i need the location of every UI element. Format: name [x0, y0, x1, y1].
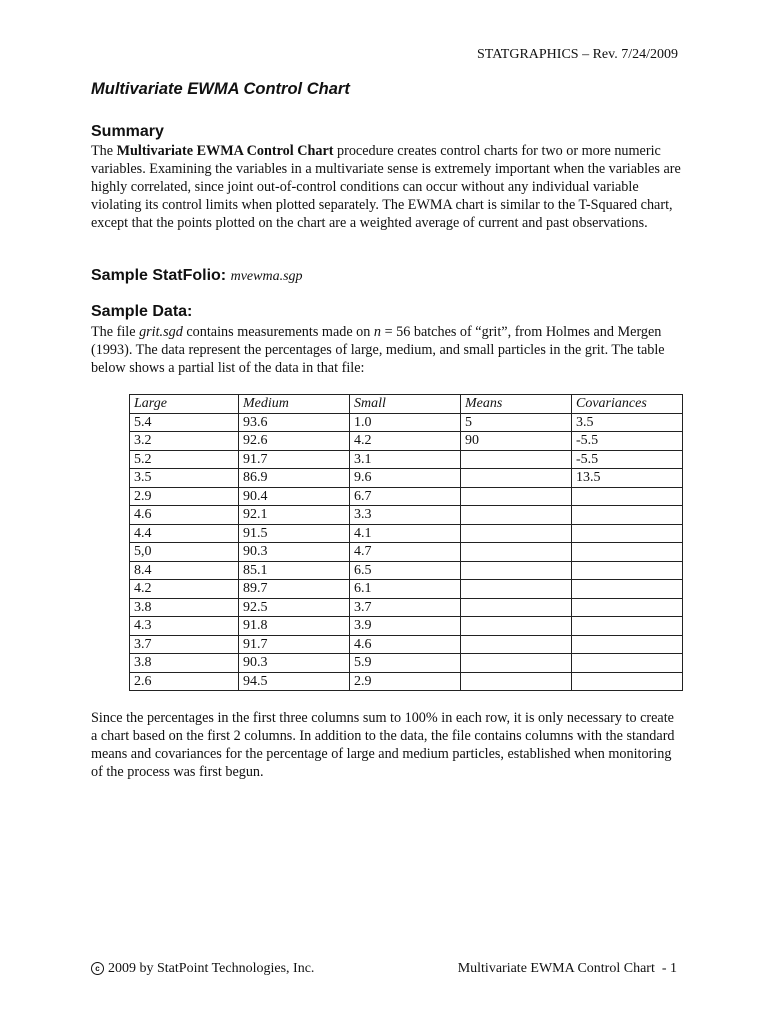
table-cell [461, 524, 572, 543]
table-row [130, 654, 683, 673]
table-cell [461, 450, 572, 469]
table-cell: 8.4 [130, 561, 239, 580]
table-cell [572, 654, 683, 673]
table-cell: 91.5 [239, 524, 350, 543]
table-cell [461, 672, 572, 691]
table-row [130, 635, 683, 654]
table-cell: 4.4 [130, 524, 239, 543]
table-row [130, 543, 683, 562]
table-cell: 3.9 [350, 617, 461, 636]
table-cell: 3.8 [130, 598, 239, 617]
data-filename: grit.sgd [139, 324, 183, 340]
footer-page-label: Multivariate EWMA Control Chart - 1 [457, 961, 677, 976]
table-cell [461, 598, 572, 617]
table-cell: 3.5 [572, 413, 683, 432]
sample-size-symbol: n [373, 324, 382, 340]
table-cell: 3.5 [130, 469, 239, 488]
table-row [130, 450, 683, 469]
table-cell: 85.1 [239, 561, 350, 580]
table-cell: 9.6 [350, 469, 461, 488]
column-header-medium: Medium [239, 395, 350, 414]
table-cell [572, 524, 683, 543]
table-cell: 89.7 [239, 580, 350, 599]
table-cell: 92.1 [239, 506, 350, 525]
table-cell: 91.7 [239, 450, 350, 469]
data-table [129, 394, 683, 691]
table-cell: 90.4 [239, 487, 350, 506]
table-cell: 6.1 [350, 580, 461, 599]
table-row [130, 506, 683, 525]
table-cell: 3.2 [130, 432, 239, 451]
table-cell: 4.1 [350, 524, 461, 543]
table-cell: 5.4 [130, 413, 239, 432]
table-cell: 4.2 [350, 432, 461, 451]
copyright-icon: c [91, 962, 104, 975]
table-row [130, 469, 683, 488]
table-cell [461, 487, 572, 506]
summary-paragraph [91, 142, 681, 232]
table-cell: 13.5 [572, 469, 683, 488]
table-cell: 3.7 [130, 635, 239, 654]
table-cell [572, 506, 683, 525]
table-cell: 90 [461, 432, 572, 451]
summary-body: procedure creates control charts for two or more numeric variables. Examining the variables in a multivariate sense is extremely important when the variables are highly correlated, since joint out-of-control conditions can occur without any individual variable violating its control limits when plotted separately. The EWMA chart is similar to the T-Squared chart, except that the points plotted on the chart are a weighted average of current and past observations. [91, 143, 681, 231]
table-cell: 86.9 [239, 469, 350, 488]
table-cell [572, 487, 683, 506]
table-cell: 3.7 [350, 598, 461, 617]
table-cell: 4.3 [130, 617, 239, 636]
table-row [130, 413, 683, 432]
sample-data-paragraph [91, 323, 681, 377]
table-cell: 93.6 [239, 413, 350, 432]
table-cell [572, 598, 683, 617]
table-cell: 4.2 [130, 580, 239, 599]
table-cell: 4.6 [130, 506, 239, 525]
table-row [130, 617, 683, 636]
sample-text-1: The file [91, 324, 140, 340]
table-cell: 1.0 [350, 413, 461, 432]
table-cell: 3.8 [130, 654, 239, 673]
table-cell: 4.6 [350, 635, 461, 654]
table-cell: 5,0 [130, 543, 239, 562]
table-cell [461, 617, 572, 636]
table-cell [572, 561, 683, 580]
column-header-covariances: Covariances [572, 395, 683, 414]
statfolio-filename: mvewma.sgp [230, 269, 303, 284]
table-cell: 5 [461, 413, 572, 432]
statfolio-label: Sample StatFolio: [91, 267, 227, 284]
table-row [130, 598, 683, 617]
table-cell [572, 580, 683, 599]
explanation-paragraph: Since the percentages in the first three columns sum to 100% in each row, it is only necessary to create a chart based on the first 2 columns. In addition to the data, the file contains columns with the standard means and covariances for the percentage of large and medium particles, established when monitoring of the process was first begun. [91, 710, 675, 780]
table-cell: -5.5 [572, 432, 683, 451]
table-cell [461, 654, 572, 673]
table-body [130, 413, 683, 691]
table-cell [461, 506, 572, 525]
table-cell [461, 469, 572, 488]
footer-copyright-text: 2009 by StatPoint Technologies, Inc. [108, 961, 315, 976]
table-row [130, 580, 683, 599]
statfolio-heading [91, 267, 303, 285]
document-title: Multivariate EWMA Control Chart [91, 80, 350, 98]
table-cell: 91.7 [239, 635, 350, 654]
sample-data-heading: Sample Data: [91, 303, 193, 320]
table-row [130, 561, 683, 580]
table-cell: 3.3 [350, 506, 461, 525]
table-cell: 2.9 [350, 672, 461, 691]
table-cell: 5.9 [350, 654, 461, 673]
table-cell: 94.5 [239, 672, 350, 691]
table-cell [461, 561, 572, 580]
table-cell: 91.8 [239, 617, 350, 636]
summary-bold-term: Multivariate EWMA Control Chart [116, 143, 334, 159]
table-cell [572, 635, 683, 654]
table-cell [461, 635, 572, 654]
sample-text-2: contains measurements made on [182, 324, 374, 340]
table-cell [572, 617, 683, 636]
table-cell: 6.7 [350, 487, 461, 506]
table-row [130, 432, 683, 451]
table-row [130, 487, 683, 506]
table-cell: 2.6 [130, 672, 239, 691]
table-row [130, 672, 683, 691]
table-cell: 4.7 [350, 543, 461, 562]
column-header-large: Large [130, 395, 239, 414]
column-header-small: Small [350, 395, 461, 414]
footer-copyright [91, 961, 314, 977]
table-cell [461, 580, 572, 599]
sample-text-3: = 56 batches of “grit”, from Holmes and Mergen (1993). The data represent the percentages of large, medium, and small particles in the grit. The table below shows a partial list of the data in that file: [91, 324, 665, 376]
summary-lead: The [91, 143, 117, 159]
table-cell: 6.5 [350, 561, 461, 580]
table-cell: 3.1 [350, 450, 461, 469]
column-header-means: Means [461, 395, 572, 414]
table-cell: 2.9 [130, 487, 239, 506]
table-cell: 90.3 [239, 543, 350, 562]
table-cell [461, 543, 572, 562]
table-row [130, 524, 683, 543]
table-cell: 92.6 [239, 432, 350, 451]
table-cell: 92.5 [239, 598, 350, 617]
table-header-row [130, 395, 683, 414]
table-cell [572, 543, 683, 562]
summary-heading: Summary [91, 123, 164, 140]
table-cell [572, 672, 683, 691]
page-header: STATGRAPHICS – Rev. 7/24/2009 [477, 47, 678, 62]
table-cell: 5.2 [130, 450, 239, 469]
table-cell: -5.5 [572, 450, 683, 469]
table-cell: 90.3 [239, 654, 350, 673]
